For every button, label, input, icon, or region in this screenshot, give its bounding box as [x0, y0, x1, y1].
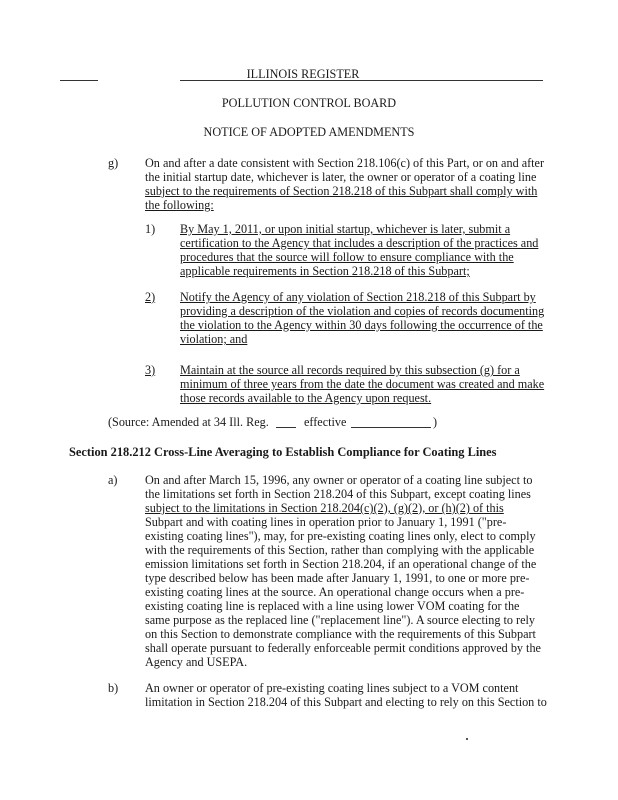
g-line-2: the initial startup date, whichever is later, the owner or operator of a coating line: [145, 170, 537, 184]
a-line-5: existing coating lines"), may, for pre-existing coating lines only, elect to comply: [145, 529, 536, 543]
a-line-7: emission limitations set forth in Section 218.204, if an operational change of the: [145, 557, 537, 571]
g-line-3: subject to the requirements of Section 218.218 of this Subpart shall comply with: [145, 184, 538, 198]
item-2-line-1: Notify the Agency of any violation of Section 218.218 of this Subpart by: [180, 290, 536, 304]
item-2-line-4: violation; and: [180, 332, 248, 346]
board-title: POLLUTION CONTROL BOARD: [221, 96, 397, 110]
register-title: ILLINOIS REGISTER: [246, 67, 360, 81]
b-line-1: An owner or operator of pre-existing coating lines subject to a VOM content: [145, 681, 519, 695]
g-line-1: On and after a date consistent with Section 218.106(c) of this Part, or on and after: [145, 156, 545, 170]
item-1-line-2: certification to the Agency that includes a description of the practices and: [180, 236, 539, 250]
source-date-blank: [351, 427, 431, 428]
source-note-end: ): [433, 415, 438, 429]
b-line-2: limitation in Section 218.204 of this Subpart and electing to rely on this Section to: [145, 695, 547, 709]
a-line-12: on this Section to demonstrate compliance with the requirements of this Subpart: [145, 627, 536, 641]
a-line-14: Agency and USEPA.: [145, 655, 248, 669]
a-line-9: existing coating lines at the source. An operational change occurs when a pre-: [145, 585, 525, 599]
subsection-a-label: a): [108, 473, 118, 487]
item-3-line-1: Maintain at the source all records required by this subsection (g) for a: [180, 363, 520, 377]
item-1-line-1: By May 1, 2011, or upon initial startup, whichever is later, submit a: [180, 222, 511, 236]
item-3-line-3: those records available to the Agency upon request.: [180, 391, 432, 405]
a-line-3: subject to the limitations in Section 218.204(c)(2), (g)(2), or (h)(2) of this: [145, 501, 504, 515]
a-line-13: shall operate pursuant to federally enforceable permit conditions approved by the: [145, 641, 541, 655]
item-3-number: 3): [145, 363, 156, 377]
a-line-8: type described below has been made after January 1, 1991, to one or more pre-: [145, 571, 530, 585]
item-1-line-4: applicable requirements in Section 218.218 of this Subpart;: [180, 264, 470, 278]
item-2-line-3: the violation to the Agency within 30 days following the occurrence of the: [180, 318, 543, 332]
a-line-10: existing coating line is replaced with a line using lower VOM coating for the: [145, 599, 520, 613]
a-line-4: Subpart and with coating lines in operation prior to January 1, 1991 ("pre-: [145, 515, 507, 529]
a-line-6: with the requirements of this Section, rather than complying with the applicable: [145, 543, 535, 557]
g-line-4: the following:: [145, 198, 214, 212]
a-line-1: On and after March 15, 1996, any owner or operator of a coating line subject to: [145, 473, 533, 487]
item-2-line-2: providing a description of the violation and copies of records documenting: [180, 304, 545, 318]
source-reg-blank: [276, 427, 296, 428]
page-speck: [466, 738, 468, 740]
item-1-line-3: procedures that the source will follow to ensure compliance with the: [180, 250, 514, 264]
a-line-11: same purpose as the replaced line ("replacement line"). A source electing to rely: [145, 613, 535, 627]
item-2-number: 2): [145, 290, 156, 304]
subsection-b-label: b): [108, 681, 119, 695]
a-line-2: the limitations set forth in Section 218.204 of this Subpart, except coating lines: [145, 487, 531, 501]
notice-title: NOTICE OF ADOPTED AMENDMENTS: [203, 125, 415, 139]
section-heading: Section 218.212 Cross-Line Averaging to Establish Compliance for Coating Lines: [69, 445, 497, 459]
item-1-number: 1): [145, 222, 156, 236]
item-3-line-2: minimum of three years from the date the document was created and make: [180, 377, 545, 391]
subsection-g-label: g): [108, 156, 119, 170]
source-note-effective: effective: [304, 415, 347, 429]
source-note-prefix: (Source: Amended at 34 Ill. Reg.: [108, 415, 269, 429]
